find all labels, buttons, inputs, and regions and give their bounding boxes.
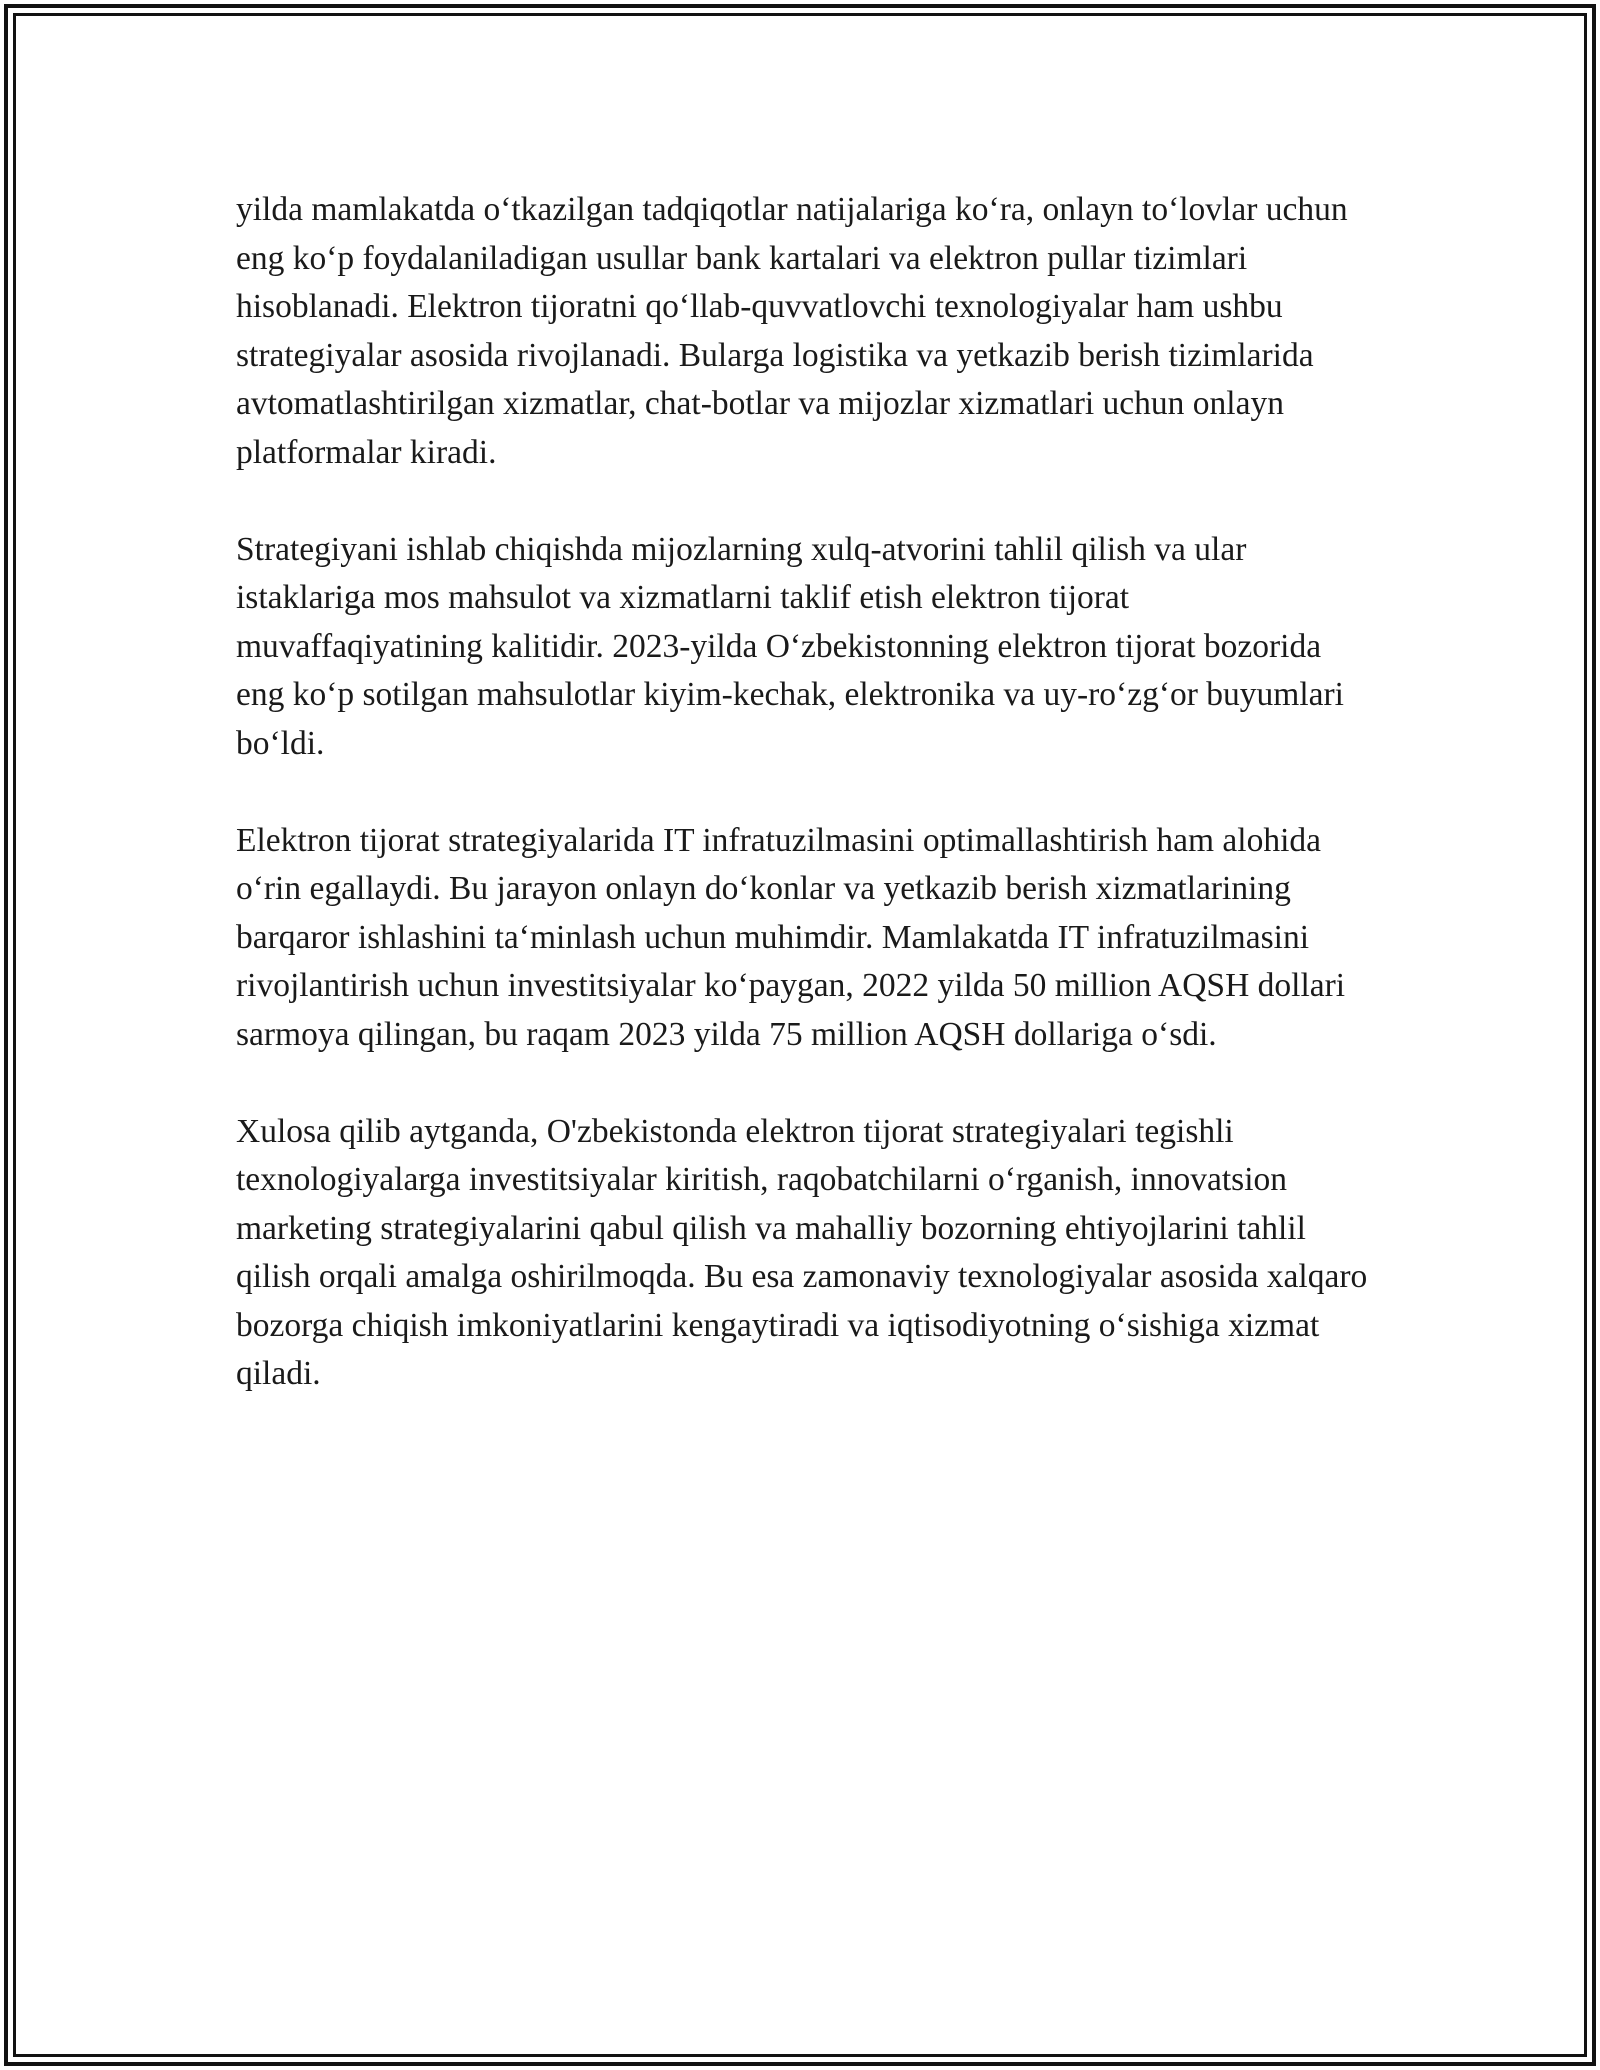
document-body [236,186,1376,1399]
paragraph-customer-behavior: Strategiyani ishlab chiqishda mijozlarning xulq-atvorini tahlil qilish va ular istaklariga mos mahsulot va xizmatlarni taklif etish elektron tijorat muvaffaqiyatining kalitidir. 2023-yilda O‘zbekistonning elektron tijorat bozorida eng ko‘p sotilgan mahsulotlar kiyim-kechak, elektronika va uy-ro‘zg‘or buyumlari bo‘ldi. [236,530,1344,762]
paragraph-conclusion: Xulosa qilib aytganda, O'zbekistonda elektron tijorat strategiyalari tegishli texnologiyalarga investitsiyalar kiritish, raqobatchilarni o‘rganish, innovatsion marketing strategiyalarini qabul qilish va mahalliy bozorning ehtiyojlarini tahlil qilish orqali amalga oshirilmoqda. Bu esa zamonaviy texnologiyalar asosida xalqaro bozorga chiqish imkoniyatlarini kengaytiradi va iqtisodiyotning o‘sishiga xizmat qiladi. [236,1112,1368,1392]
paragraph-online-payments: yilda mamlakatda o‘tkazilgan tadqiqotlar natijalariga ko‘ra, onlayn to‘lovlar uchun eng ko‘p foydalaniladigan usullar bank kartalari va elektron pullar tizimlari hisoblanadi. Elektron tijoratni qo‘llab-quvvatlovchi texnologiyalar ham ushbu strategiyalar asosida rivojlanadi. Bularga logistika va yetkazib berish tizimlarida avtomatlashtirilgan xizmatlar, chat-botlar va mijozlar xizmatlari uchun onlayn platformalar kiradi. [236,191,1348,471]
paragraph-it-infrastructure: Elektron tijorat strategiyalarida IT infratuzilmasini optimallashtirish ham alohida o‘rin egallaydi. Bu jarayon onlayn do‘konlar va yetkazib berish xizmatlarining barqaror ishlashini ta‘minlash uchun muhimdir. Mamlakatda IT infratuzilmasini rivojlantirish uchun investitsiyalar ko‘paygan, 2022 yilda 50 million AQSH dollari sarmoya qilingan, bu raqam 2023 yilda 75 million AQSH dollariga o‘sdi. [236,821,1346,1053]
